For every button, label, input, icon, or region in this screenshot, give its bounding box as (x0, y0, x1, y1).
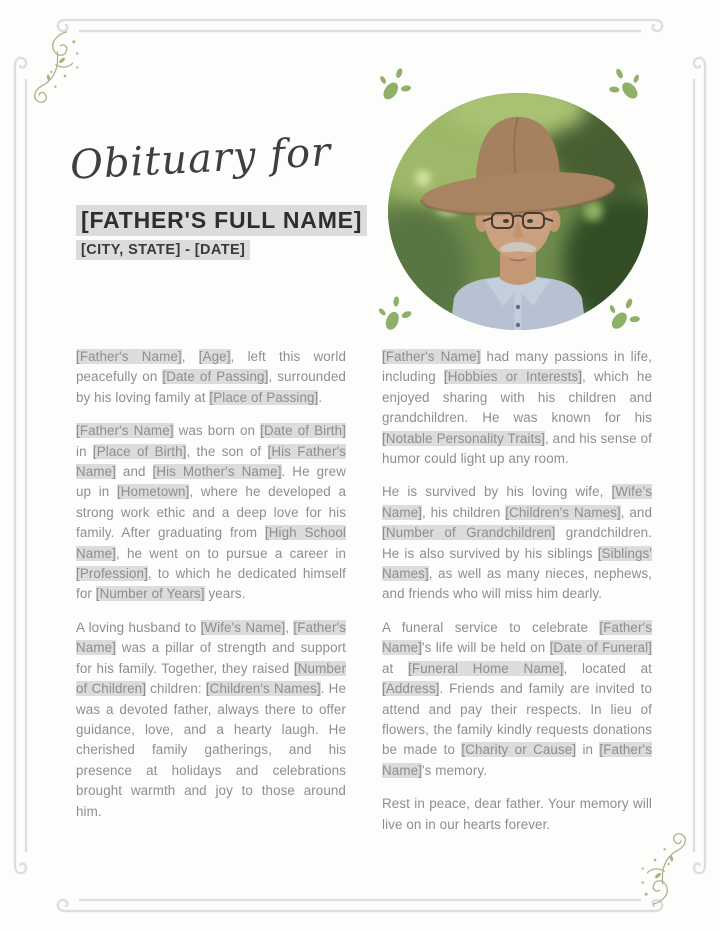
placeholder-highlight: [Date of Passing] (162, 369, 269, 385)
paragraph: Rest in peace, dear father. Your memory will live on in our hearts forever. (382, 796, 652, 832)
placeholder-highlight: [Siblings' Names] (382, 545, 652, 582)
placeholder-highlight: [Date of Birth] (260, 423, 346, 439)
placeholder-highlight: [Funeral Home Name] (408, 660, 564, 676)
right-text-column (382, 347, 652, 848)
placeholder-highlight: [Place of Passing] (209, 389, 319, 405)
placeholder-highlight: [Father's Name] (382, 742, 652, 778)
placeholder-highlight: [Father's Name] (382, 619, 652, 656)
placeholder-highlight: [Father's Name] (76, 423, 174, 439)
paragraph: He is survived by his loving wife, [Wife's Name], his children [Children's Names], and [Number of Grandchildren] grandchildren. He is also survived by his siblings [Siblings' Names], as well as many nieces, nephews, and friends who will miss him dearly. (382, 484, 652, 602)
placeholder-highlight: [Father's Name] (382, 349, 481, 364)
placeholder-highlight: [Number of Grandchildren] (382, 525, 556, 541)
placeholder-highlight: [Charity or Cause] (461, 742, 577, 758)
paragraph: [Father's Name] was born on [Date of Birth] in [Place of Birth], the son of [His Father's Name] and [His Mother's Name]. He grew up in [Hometown], where he developed a strong work ethic and a deep love for his family. After graduating from [High School Name], he went on to pursue a career in [Profession], to which he dedicated himself for [Number of Years] years. (76, 423, 346, 602)
leaf-sprig-icon (606, 295, 643, 335)
left-text-column (76, 347, 346, 835)
placeholder-highlight: [His Mother's Name] (152, 464, 282, 480)
placeholder-highlight: [Father's Name] (76, 349, 182, 364)
placeholder-highlight: [Hometown] (116, 484, 190, 500)
leaf-sprig-icon (378, 66, 412, 104)
placeholder-highlight: [Number of Children] (76, 660, 346, 697)
placeholder-highlight: [Date of Funeral] (549, 640, 652, 656)
placeholder-highlight: [Number of Years] (95, 586, 205, 602)
placeholder-highlight: [Age] (198, 349, 231, 364)
placeholder-highlight: [Wife's Name] (200, 619, 286, 635)
placeholder-highlight: [Father's Name] (76, 619, 346, 656)
father-name-heading: [FATHER'S FULL NAME] (76, 205, 367, 236)
placeholder-highlight: [Address] (382, 681, 440, 697)
paragraph: [Father's Name], [Age], left this world peacefully on [Date of Passing], surrounded by his loving family at [Place of Passing]. (76, 349, 346, 405)
placeholder-highlight: [Notable Personality Traits] (382, 430, 545, 446)
placeholder-highlight: [Place of Birth] (92, 443, 187, 459)
placeholder-highlight: [Children's Names] (205, 681, 321, 697)
placeholder-highlight: [Wife's Name] (382, 484, 652, 520)
paragraph: A loving husband to [Wife's Name], [Father's Name] was a pillar of strength and support for his family. Together, they raised [Number of Children] children: [Children's Names]. He was a devoted father, always there to offer guidance, love, and a hearty laugh. He cherished family gatherings, and his presence at holidays and celebrations brought warmth and joy to those around him. (76, 619, 346, 819)
placeholder-highlight: [Children's Names] (505, 504, 621, 520)
leaf-sprig-icon (606, 64, 644, 105)
paragraph: [Father's Name] had many passions in life, including [Hobbies or Interests], which he enjoyed sharing with his children and grandchildren. He was known for his [Notable Personality Traits], and his sense of humor could light up any room. (382, 349, 652, 467)
city-state-date-subtitle: [CITY, STATE] - [DATE] (76, 240, 250, 260)
placeholder-highlight: [High School Name] (76, 525, 346, 561)
paragraph: A funeral service to celebrate [Father's Name]'s life will be held on [Date of Funeral] at [Funeral Home Name], located at [Address]. Friends and family are invited to attend and pay their respects. In lieu of flowers, the family kindly requests donations be made to [Charity or Cause] in [Father's Name]'s memory. (382, 619, 652, 778)
placeholder-highlight: [Hobbies or Interests] (443, 369, 583, 385)
corner-flourish-icon (23, 24, 96, 112)
placeholder-highlight: [Profession] (76, 566, 148, 582)
script-title: Obituary for (68, 129, 333, 189)
placeholder-highlight: [His Father's Name] (76, 443, 346, 480)
